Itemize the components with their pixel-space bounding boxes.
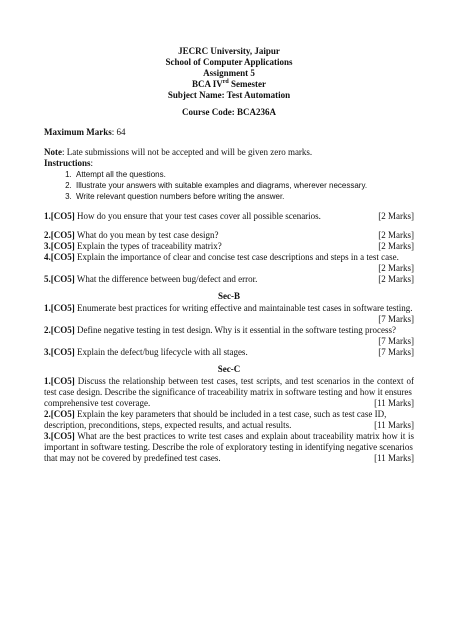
question-a4 (44, 252, 414, 274)
question-number: 3.[CO5] (44, 241, 75, 251)
semester-suffix: Semester (228, 79, 266, 89)
question-number: 2.[CO5] (44, 325, 75, 335)
maximum-marks-label: Maximum Marks (44, 127, 112, 137)
instruction-item: 2. Illustrate your answers with suitable examples and diagrams, wherever necessary. (74, 180, 414, 191)
question-text-end: that may not be covered by predefined test cases. (44, 453, 221, 463)
question-number: 2.[CO5] (44, 230, 75, 240)
instruction-item: 3. Write relevant question numbers before writing the answer. (74, 191, 414, 202)
question-c1 (44, 376, 414, 409)
question-text: How do you ensure that your test cases cover all possible scenarios. (74, 211, 321, 221)
question-marks: [11 Marks] (374, 453, 414, 463)
question-marks: [11 Marks] (374, 398, 414, 408)
question-marks: [2 Marks] (378, 263, 414, 273)
question-marks: [2 Marks] (378, 230, 414, 240)
question-text-end: comprehensive test coverage. (44, 398, 151, 408)
question-b3 (44, 347, 414, 358)
school-name: School of Computer Applications (165, 57, 293, 67)
question-c3 (44, 431, 414, 464)
question-number: 1.[CO5] (44, 376, 75, 386)
question-number: 3.[CO5] (44, 347, 75, 357)
note-label: Note (44, 147, 62, 157)
instructions-colon: : (90, 158, 94, 168)
question-marks: [2 Marks] (378, 274, 414, 284)
instructions-label: Instructions (44, 158, 91, 168)
section-c-title: Sec-C (217, 364, 241, 374)
instructions-heading (44, 158, 414, 169)
question-marks: [2 Marks] (378, 211, 414, 221)
semester-superscript: rd (222, 79, 229, 85)
semester-prefix: BCA IV (192, 79, 223, 89)
question-marks: [2 Marks] (378, 241, 414, 251)
question-marks: [11 Marks] (374, 420, 414, 430)
question-a3 (44, 241, 414, 252)
maximum-marks-value: : 64 (111, 127, 126, 137)
question-marks: [7 Marks] (378, 347, 414, 357)
question-marks: [7 Marks] (378, 336, 414, 346)
note (44, 147, 414, 158)
university-name: JECRC University, Jaipur (178, 46, 280, 56)
subject-name: Subject Name: Test Automation (167, 90, 291, 100)
question-text: What are the best practices to write test cases and explain about traceability matrix how it is important in software testing. Describe the role of exploratory testing in identifying negative scenarios (44, 431, 414, 452)
question-c2 (44, 409, 414, 431)
question-text: Explain the defect/bug lifecycle with all stages. (74, 347, 248, 357)
question-text: Enumerate best practices for writing effective and maintainable test cases in software testing. (74, 303, 413, 313)
question-text: Define negative testing in test design. Why is it essential in the software testing process? (74, 325, 397, 335)
course-code: Course Code: BCA236A (182, 107, 276, 117)
question-number: 4.[CO5] (44, 252, 75, 262)
question-text: Explain the importance of clear and concise test case descriptions and steps in a test case. (74, 252, 399, 262)
question-text: Discuss the relationship between test cases, test scripts, and test scenarios in the context of test case design. Describe the significance of traceability matrix in software testing and how it ensures (44, 376, 414, 397)
question-a5 (44, 274, 414, 285)
question-text: Explain the types of traceability matrix? (74, 241, 222, 251)
maximum-marks (44, 127, 414, 138)
question-text-end: description, preconditions, steps, expected results, and actual results. (44, 420, 292, 430)
semester-line (44, 79, 414, 90)
question-a2 (44, 230, 414, 241)
assignment-title: Assignment 5 (203, 68, 255, 78)
note-text: : Late submissions will not be accepted and will be given zero marks. (62, 147, 313, 157)
question-number: 1.[CO5] (44, 211, 75, 221)
question-number: 2.[CO5] (44, 409, 75, 419)
question-number: 5.[CO5] (44, 274, 75, 284)
question-text: Explain the key parameters that should be included in a test case, such as test case ID, (74, 409, 387, 419)
question-b2 (44, 325, 414, 347)
question-a1 (44, 211, 414, 222)
question-number: 1.[CO5] (44, 303, 75, 313)
instructions-list (44, 169, 414, 202)
question-marks: [7 Marks] (378, 314, 414, 324)
section-b-title: Sec-B (218, 291, 240, 301)
question-number: 3.[CO5] (44, 431, 75, 441)
question-text: What do you mean by test case design? (74, 230, 219, 240)
instruction-item: 1. Attempt all the questions. (74, 169, 414, 180)
question-b1 (44, 303, 414, 325)
question-text: What the difference between bug/defect and error. (74, 274, 258, 284)
